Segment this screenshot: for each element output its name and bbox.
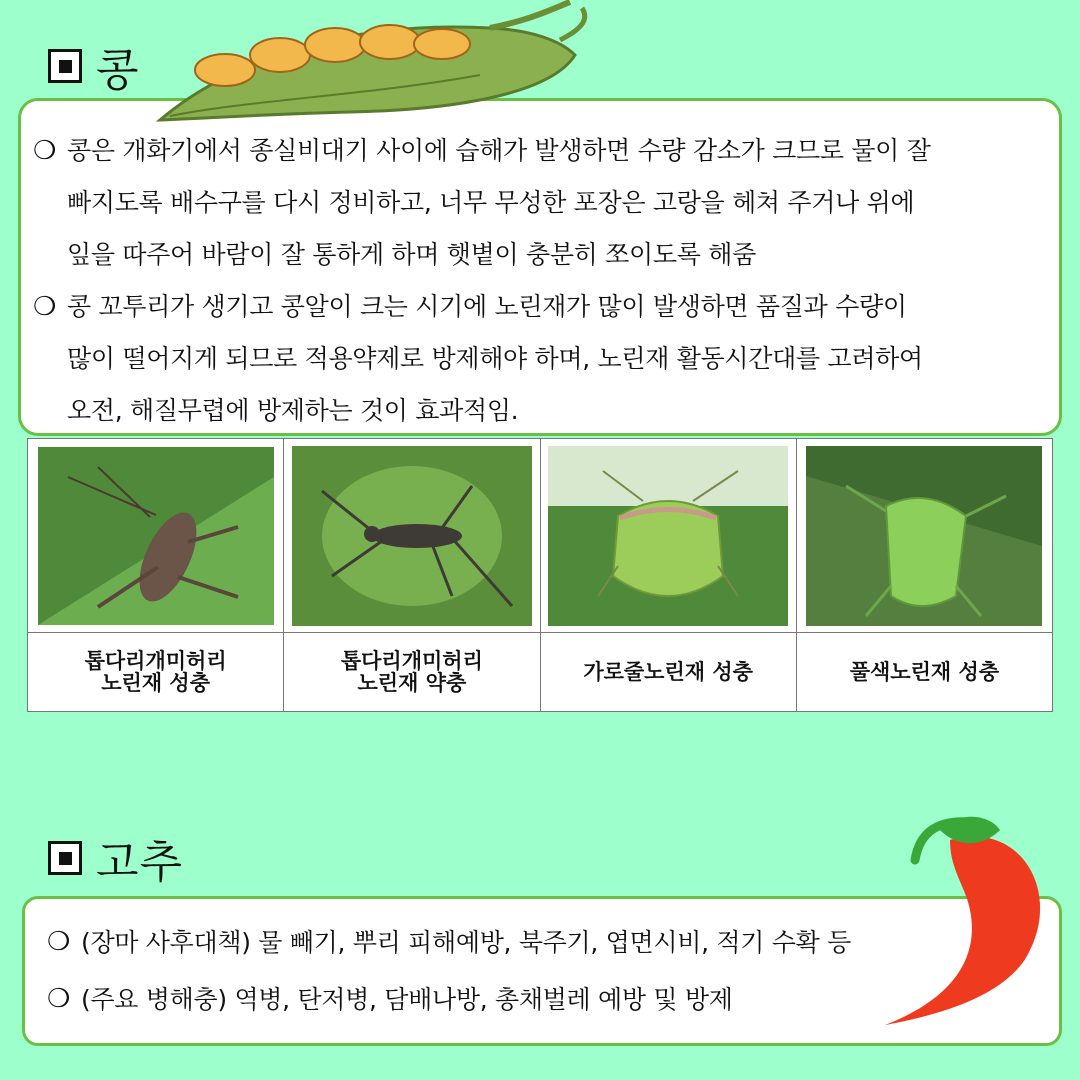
insect-photo-cell	[284, 439, 540, 633]
bean-section-title	[48, 34, 140, 98]
bean-info-card	[18, 98, 1062, 436]
insect-caption-1: 톱다리개미허리 노린재 성충	[28, 633, 284, 712]
insect-photo-3	[548, 446, 788, 626]
insect-caption-4: 풀색노린재 성충	[796, 633, 1052, 712]
insect-photo-1	[38, 447, 274, 625]
insect-caption-2: 톱다리개미허리 노린재 약충	[284, 633, 540, 712]
insect-photo-2	[292, 446, 532, 626]
circle-bullet-icon: ❍	[47, 927, 71, 957]
circle-bullet-icon: ❍	[47, 984, 71, 1014]
insect-photo-cell	[796, 439, 1052, 633]
insect-photo-cell	[540, 439, 796, 633]
pepper-paragraph-1-text: (장마 사후대책) 물 빼기, 뿌리 피해예방, 북주기, 엽면시비, 적기 수확 등	[81, 928, 851, 957]
pepper-paragraph-2-text: (주요 병해충) 역병, 탄저병, 담배나방, 총채벌레 예방 및 방제	[81, 985, 733, 1014]
pea-pod-icon	[150, 0, 600, 135]
insect-photo-4	[806, 446, 1042, 626]
bean-paragraph-2-text: 콩 꼬투리가 생기고 콩알이 크는 시기에 노린재가 많이 발생하면 품질과 수량이 많이 떨어지게 되므로 적용약제로 방제해야 하며, 노린재 활동시간대를 고려하여 오전, 해질무렵에 방제하는 것이 효과적임.	[67, 292, 923, 425]
bean-paragraph-1-text: 콩은 개화기에서 종실비대기 사이에 습해가 발생하면 수량 감소가 크므로 물이 잘 빠지도록 배수구를 다시 정비하고, 너무 무성한 포장은 고랑을 헤쳐 주거나 위에 잎을 따주어 바람이 잘 통하게 하며 햇볕이 충분히 쪼이도록 해줌	[67, 136, 931, 269]
bean-paragraph-2	[33, 281, 1041, 437]
pepper-section-title	[48, 826, 183, 890]
square-bullet-icon	[48, 841, 82, 875]
bean-title-text: 콩	[96, 45, 140, 96]
circle-bullet-icon: ❍	[33, 292, 57, 322]
pepper-title-text: 고추	[96, 837, 184, 888]
insect-caption-3: 가로줄노린재 성충	[540, 633, 796, 712]
square-bullet-icon	[48, 49, 82, 83]
red-pepper-icon	[880, 800, 1060, 1030]
bean-paragraph-1	[33, 125, 1041, 281]
insect-photo-table	[27, 438, 1053, 712]
circle-bullet-icon: ❍	[33, 136, 57, 166]
insect-photo-cell	[28, 439, 284, 633]
